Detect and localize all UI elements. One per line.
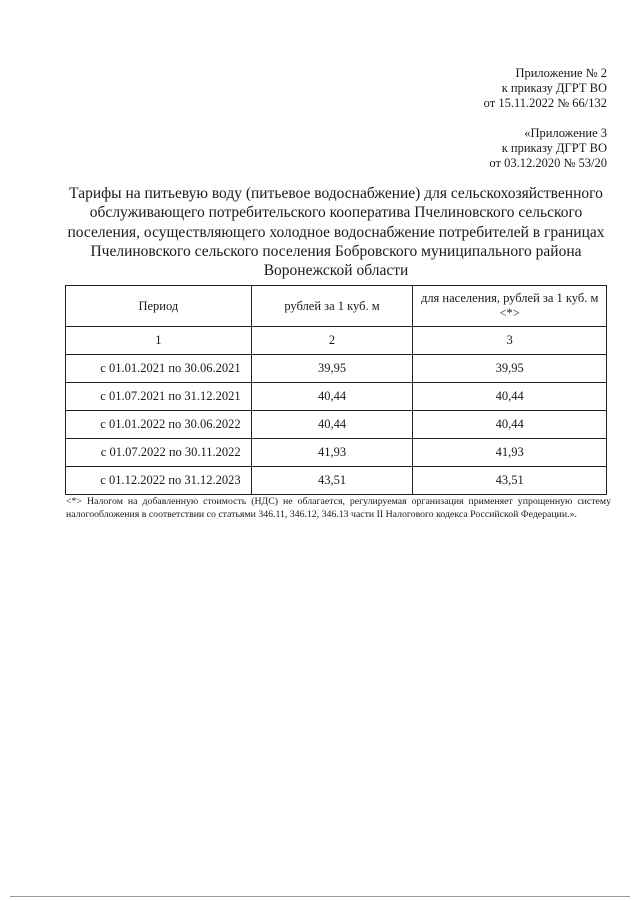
- period-cell: с 01.07.2022 по 30.11.2022: [66, 439, 252, 467]
- tariff-cell: 43,51: [251, 467, 413, 495]
- population-tariff-cell: 40,44: [413, 411, 607, 439]
- title-line: поселения, осуществляющего холодное водоснабжение потребителей в границах: [67, 223, 605, 241]
- title-line: Воронежской области: [263, 262, 409, 280]
- population-tariff-cell: 39,95: [413, 355, 607, 383]
- appendix-number: Приложение № 2: [515, 66, 607, 80]
- table-column-numbers-row: [66, 327, 607, 355]
- table-row: [66, 467, 607, 495]
- period-cell: с 01.07.2021 по 31.12.2021: [66, 383, 252, 411]
- title-line: Пчелиновского сельского поселения Бобровского муниципального района: [90, 242, 582, 260]
- tariff-table: [65, 285, 607, 495]
- table-row: [66, 439, 607, 467]
- appendix-order-date: от 15.11.2022 № 66/132: [483, 96, 607, 110]
- table-row: [66, 411, 607, 439]
- tariff-cell: 40,44: [251, 411, 413, 439]
- tariff-cell: 40,44: [251, 383, 413, 411]
- period-cell: с 01.01.2022 по 30.06.2022: [66, 411, 252, 439]
- header-population-rub-per-m3: для населения, рублей за 1 куб. м <*>: [413, 286, 607, 327]
- table-row: [66, 383, 607, 411]
- appendix-header: [484, 66, 607, 111]
- column-number: 2: [251, 327, 413, 355]
- population-tariff-cell: 41,93: [413, 439, 607, 467]
- period-cell: с 01.12.2022 по 31.12.2023: [66, 467, 252, 495]
- population-tariff-cell: 43,51: [413, 467, 607, 495]
- document-title: [58, 184, 614, 280]
- appendix-sub-order-date: от 03.12.2020 № 53/20: [489, 156, 607, 170]
- table-header-row: [66, 286, 607, 327]
- title-line: Тарифы на питьевую воду (питьевое водоснабжение) для сельскохозяйственного: [69, 185, 603, 202]
- appendix-sub-header: [489, 126, 607, 171]
- title-line: обслуживающего потребительского кооператива Пчелиновского сельского: [89, 204, 583, 222]
- appendix-sub-number: «Приложение 3: [524, 126, 607, 140]
- vat-footnote: <*> Налогом на добавленную стоимость (НДС) не облагается, регулируемая организация применяет упрощенную систему налогообложения в соответствии со статьями 346.11, 346.12, 346.13 части II Налогового кодекса Российской Федерации.».: [66, 496, 611, 520]
- population-tariff-cell: 40,44: [413, 383, 607, 411]
- appendix-order-ref: к приказу ДГРТ ВО: [501, 81, 607, 95]
- appendix-sub-order-ref: к приказу ДГРТ ВО: [501, 141, 607, 155]
- period-cell: с 01.01.2021 по 30.06.2021: [66, 355, 252, 383]
- header-period: Период: [66, 286, 252, 327]
- scan-edge-divider: [10, 896, 630, 897]
- column-number: 1: [66, 327, 252, 355]
- tariff-cell: 39,95: [251, 355, 413, 383]
- tariff-cell: 41,93: [251, 439, 413, 467]
- column-number: 3: [413, 327, 607, 355]
- header-rub-per-m3: рублей за 1 куб. м: [251, 286, 413, 327]
- table-row: [66, 355, 607, 383]
